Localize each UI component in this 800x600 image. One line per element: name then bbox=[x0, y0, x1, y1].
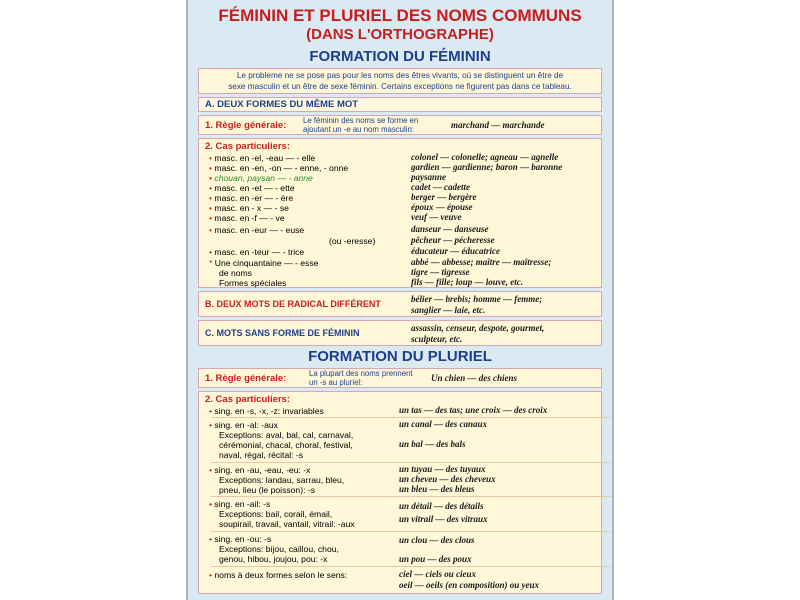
section-b-example: sanglier — laie, etc. bbox=[411, 305, 486, 315]
cas-example: pêcheur — pécheresse bbox=[411, 235, 495, 245]
pluriel-rule: Exceptions: landau, sarrau, bleu, bbox=[219, 475, 345, 485]
section-c-example: assassin, censeur, despote, gourmet, bbox=[411, 323, 545, 333]
pluriel-example: un cheveu — des cheveux bbox=[399, 474, 496, 484]
pluriel-example: ciel — ciels ou cieux bbox=[399, 569, 476, 579]
pluriel-rule: naval, régal, récital: -s bbox=[219, 450, 304, 460]
section-c-example: sculpteur, etc. bbox=[411, 334, 463, 344]
intro-box bbox=[198, 68, 602, 94]
pluriel-regle-example: Un chien — des chiens bbox=[431, 373, 518, 383]
separator bbox=[211, 566, 611, 567]
cas-row: • chouan, paysan — - anne bbox=[209, 173, 313, 183]
pluriel-example: un bal — des bals bbox=[399, 439, 466, 449]
cas-example: paysanne bbox=[411, 172, 447, 182]
section-a-label: A. DEUX FORMES DU MÊME MOT bbox=[205, 99, 359, 110]
pluriel-example: un pou — des poux bbox=[399, 554, 472, 564]
separator bbox=[211, 531, 611, 532]
pluriel-regle-box bbox=[198, 368, 602, 388]
pluriel-rule: Exceptions: bijou, caillou, chou, bbox=[219, 544, 339, 554]
pluriel-example: un vitrail — des vitraux bbox=[399, 514, 488, 524]
separator bbox=[211, 462, 611, 463]
pluriel-example: un tuyau — des tuyaux bbox=[399, 464, 486, 474]
cas-example: fils — fille; loup — louve, etc. bbox=[411, 277, 523, 287]
cas-row: • masc. en - x — - se bbox=[209, 203, 289, 213]
section-b-example: bélier — brebis; homme — femme; bbox=[411, 294, 543, 304]
pluriel-heading: FORMATION DU PLURIEL bbox=[308, 348, 492, 365]
section-c-box bbox=[198, 320, 602, 346]
pluriel-regle-text: La plupart des noms prennent un -s au pluriel: bbox=[309, 369, 413, 387]
pluriel-example: un clou — des clous bbox=[399, 535, 475, 545]
cas-example: époux — épouse bbox=[411, 202, 473, 212]
section-b-box bbox=[198, 291, 602, 317]
pluriel-regle-label: 1. Règle générale: bbox=[205, 373, 287, 384]
cas-example: veuf — veuve bbox=[411, 212, 462, 222]
pluriel-example: un canal — des canaux bbox=[399, 419, 488, 429]
cas-example: éducateur — éducatrice bbox=[411, 246, 500, 256]
section-a-bar bbox=[198, 97, 602, 112]
cas-row: • masc. en -teur — - trice bbox=[209, 247, 305, 257]
pluriel-cas-label: 2. Cas particuliers: bbox=[205, 394, 291, 405]
cinquantaine-row: de noms bbox=[219, 268, 252, 278]
cas-example: abbé — abbesse; maître — maîtresse; bbox=[411, 257, 552, 267]
pluriel-rule: • sing. en -au, -eau, -eu: -x bbox=[209, 465, 311, 475]
cas-example: colonel — colonelle; agneau — agnelle bbox=[411, 152, 559, 162]
feminin-cas-box bbox=[198, 138, 602, 288]
cas-example: gardien — gardienne; baron — baronne bbox=[411, 162, 563, 172]
intro-line: sexe masculin et un être de sexe féminin. Certains exceptions ne figurent pas dans ce tableau. bbox=[228, 82, 572, 91]
cas-row: • masc. en -er — - ère bbox=[209, 193, 294, 203]
cinquantaine-row: Formes spéciales bbox=[219, 278, 287, 288]
pluriel-cas-box bbox=[198, 391, 602, 594]
pluriel-rule: • sing. en -s, -x, -z: invariables bbox=[209, 406, 324, 416]
intro-line: Le probleme ne se pose pas pour les noms des êtres vivants, où se distinguent un être de bbox=[236, 71, 564, 80]
cas-example: danseur — danseuse bbox=[411, 224, 489, 234]
pluriel-rule: soupirail, travail, vantail, vitrail: -aux bbox=[219, 519, 355, 529]
separator bbox=[211, 417, 611, 418]
section-b-label: B. DEUX MOTS DE RADICAL DIFFÉRENT bbox=[205, 299, 381, 309]
pluriel-rule: Exceptions: bail, corail, émail, bbox=[219, 509, 333, 519]
cas-row: • masc. en -en, -on — - enne, - onne bbox=[209, 163, 349, 173]
poster-title: FÉMININ ET PLURIEL DES NOMS COMMUNS bbox=[218, 6, 582, 25]
separator bbox=[211, 496, 611, 497]
feminin-heading: FORMATION DU FÉMININ bbox=[309, 48, 491, 65]
feminin-cas-label: 2. Cas particuliers: bbox=[205, 141, 291, 152]
pluriel-rule: • sing. en -ou: -s bbox=[209, 534, 272, 544]
pluriel-rule: genou, hibou, joujou, pou: -x bbox=[219, 554, 328, 564]
pluriel-rule: pneu, lieu (le poisson): -s bbox=[219, 485, 316, 495]
feminin-regle-text: Le féminin des noms se forme en ajoutant un -e au nom masculin: bbox=[303, 116, 419, 134]
cas-example: berger — bergère bbox=[411, 192, 477, 202]
cas-row: • masc. en -f — - ve bbox=[209, 213, 285, 223]
cas-example: cadet — cadette bbox=[411, 182, 470, 192]
cas-row: • masc. en -eur — - euse bbox=[209, 225, 305, 235]
poster bbox=[186, 0, 614, 600]
pluriel-rule: cérémonial, chacal, choral, festival, bbox=[219, 440, 353, 450]
pluriel-rule: • sing. en -al: -aux bbox=[209, 420, 278, 430]
section-c-label: C. MOTS SANS FORME DE FÉMININ bbox=[205, 328, 360, 338]
pluriel-example: oeil — oeils (en composition) ou yeux bbox=[399, 580, 539, 590]
pluriel-rule: • sing. en -ail: -s bbox=[209, 499, 271, 509]
pluriel-rule: • noms à deux formes selon le sens: bbox=[209, 570, 348, 580]
pluriel-example: un bleu — des bleus bbox=[399, 484, 475, 494]
cas-row: • masc. en -et — - ette bbox=[209, 183, 295, 193]
pluriel-example: un détail — des détails bbox=[399, 501, 484, 511]
cas-row: • masc. en -el, -eau — - elle bbox=[209, 153, 316, 163]
feminin-regle-box bbox=[198, 115, 602, 135]
pluriel-example: un tas — des tas; une croix — des croix bbox=[399, 405, 548, 415]
pluriel-rule: Exceptions: aval, bal, cal, carnaval, bbox=[219, 430, 354, 440]
cas-row: (ou -eresse) bbox=[329, 236, 376, 246]
poster-subtitle: (DANS L'ORTHOGRAPHE) bbox=[306, 26, 494, 43]
cas-example: tigre — tigresse bbox=[411, 267, 470, 277]
feminin-regle-label: 1. Règle générale: bbox=[205, 120, 287, 131]
cinquantaine-row: * Une cinquantaine — - esse bbox=[209, 258, 319, 268]
feminin-regle-example: marchand — marchande bbox=[451, 120, 545, 130]
